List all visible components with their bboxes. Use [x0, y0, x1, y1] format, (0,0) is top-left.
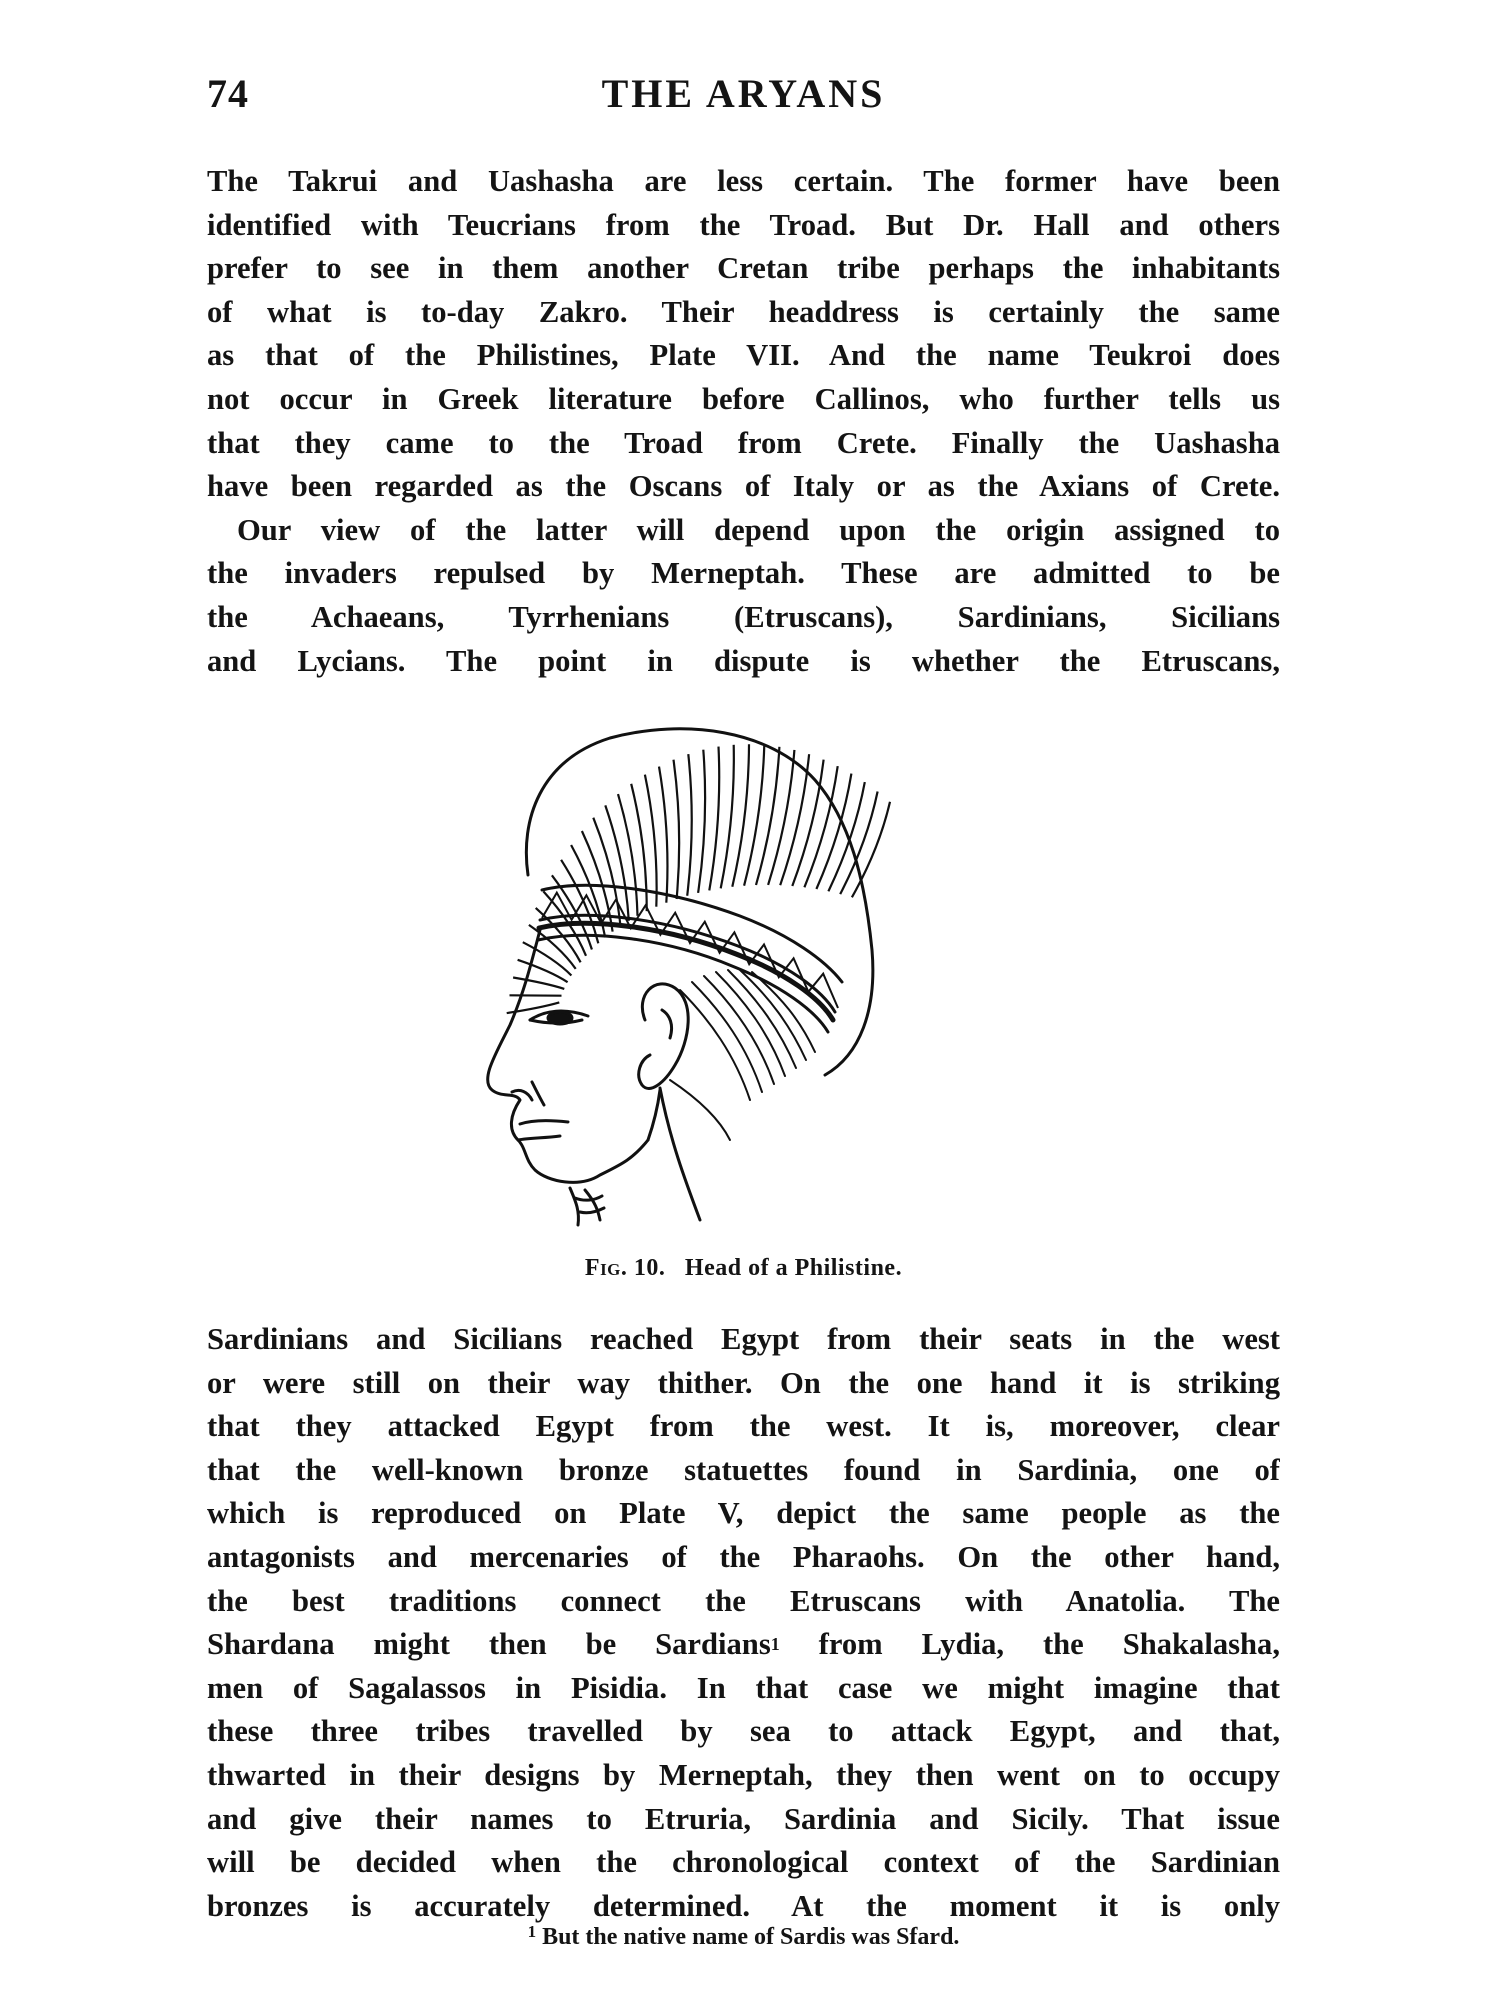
text-fragment: from Lydia, the Shakalasha,	[779, 1627, 1280, 1662]
feather-line	[674, 760, 680, 899]
text-line: will be decided when the chronological context of the Sardinian	[207, 1845, 1280, 1880]
figure-title: Head of a Philistine.	[684, 1255, 903, 1281]
text-fragment: Shardana might then be Sardians	[207, 1627, 771, 1662]
philistine-head-figure	[470, 720, 1030, 1240]
text-line: these three tribes travelled by sea to attack Egypt, and that,	[207, 1714, 1280, 1749]
text-line: that the well-known bronze statuettes found in Sardinia, one of	[207, 1452, 1280, 1487]
text-line: bronzes is accurately determined. At the moment it is only	[207, 1888, 1280, 1923]
feather-line	[698, 750, 705, 893]
page-number: 74	[207, 71, 249, 116]
footnote-text: But the native name of Sardis was Sfard.	[542, 1924, 960, 1950]
text-line: not occur in Greek literature before Callinos, who further tells us	[207, 381, 1280, 416]
text-line: as that of the Philistines, Plate VII. And the name Teukroi does	[207, 338, 1280, 373]
text-line: antagonists and mercenaries of the Pharaohs. On the other hand,	[207, 1539, 1280, 1574]
text-line: the best traditions connect the Etruscans with Anatolia. The	[207, 1583, 1280, 1618]
feather-line	[687, 754, 692, 896]
text-line: which is reproduced on Plate V, depict the same people as the	[207, 1496, 1280, 1531]
feather-line	[721, 745, 734, 889]
page-header	[207, 70, 1280, 130]
feather-line	[513, 978, 564, 989]
text-line: Sardinians and Sicilians reached Egypt from their seats in the west	[207, 1322, 1280, 1356]
text-line: prefer to see in them another Cretan tribe perhaps the inhabitants	[207, 251, 1280, 286]
text-line: of what is to-day Zakro. Their headdress is certainly the same	[207, 294, 1280, 329]
feather-line	[561, 860, 598, 944]
text-line: that they attacked Egypt from the west. It is, moreover, clear	[207, 1409, 1280, 1444]
footnote-mark: 1	[527, 1922, 537, 1941]
text-line: men of Sagalassos in Pisidia. In that case we might imagine that	[207, 1670, 1280, 1705]
text-line: and Lycians. The point in dispute is whether the Etruscans,	[207, 643, 1280, 678]
text-line: or were still on their way thither. On the one hand it is striking	[207, 1365, 1280, 1400]
text-line: the Achaeans, Tyrrhenians (Etruscans), Sardinians, Sicilians	[207, 599, 1280, 634]
footnote	[207, 1924, 1280, 1951]
text-line: The Takrui and Uashasha are less certain. The former have been	[207, 164, 1280, 198]
figure-label: Fig.	[584, 1255, 628, 1281]
text-line: thwarted in their designs by Merneptah, they then went on to occupy	[207, 1757, 1280, 1792]
text-line: Our view of the latter will depend upon the origin assigned to	[237, 512, 1280, 547]
feather-line	[659, 767, 667, 903]
text-line: the invaders repulsed by Merneptah. These are admitted to be	[207, 556, 1280, 591]
text-line: that they came to the Troad from Crete. Finally the Uashasha	[207, 425, 1280, 460]
lower-text	[207, 1318, 1280, 1928]
feather-line	[756, 747, 779, 885]
running-head: THE ARYANS	[601, 71, 886, 116]
feather-line	[709, 747, 719, 891]
footnote-reference[interactable]: 1	[770, 1634, 780, 1655]
text-line: have been regarded as the Oscans of Italy or as the Axians of Crete.	[207, 469, 1280, 504]
text-line: identified with Teucrians from the Troad. But Dr. Hall and others	[207, 207, 1280, 242]
figure-caption	[207, 1255, 1280, 1282]
text-line-with-footnote	[207, 1623, 1280, 1667]
text-line: and give their names to Etruria, Sardinia and Sicily. That issue	[207, 1801, 1280, 1836]
figure-number: 10.	[633, 1255, 666, 1281]
philistine-head-drawing	[470, 720, 1030, 1240]
upper-text	[207, 160, 1280, 683]
